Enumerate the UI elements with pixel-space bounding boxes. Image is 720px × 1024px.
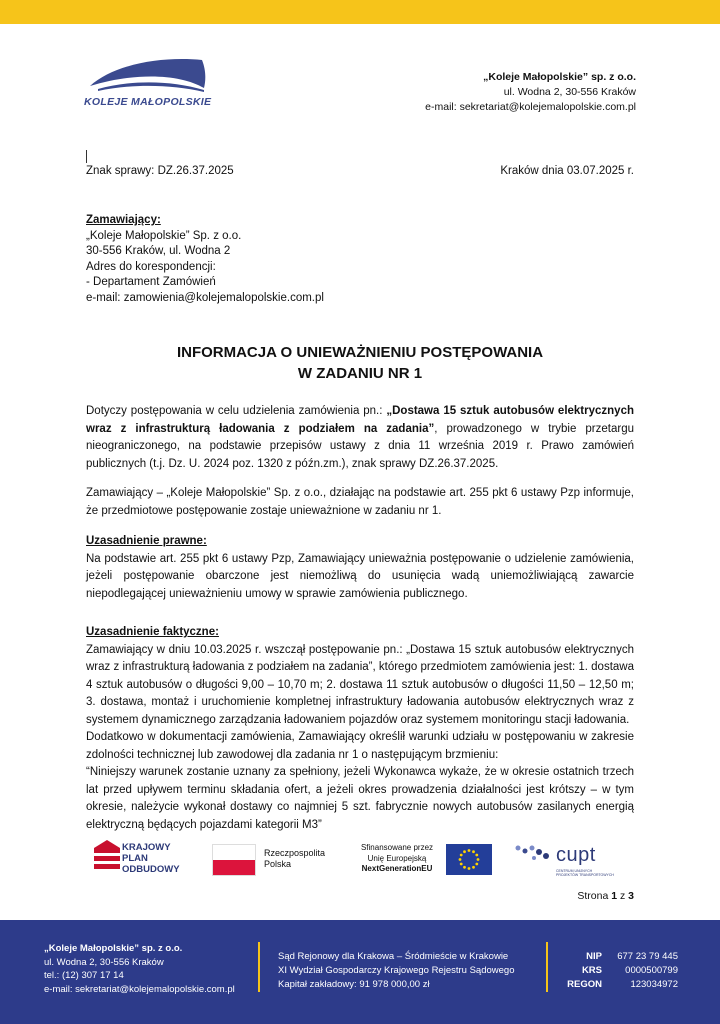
legal-text: Na podstawie art. 255 pkt 6 ustawy Pzp, Zamawiający unieważnia postępowanie o udzielenie zamówienia, jeżeli postępowanie obarczone jest niemożliwą do usunięcia wadą uniemożliwiającą zawarcie niepodlegającej unieważnieniu umowy w sprawie zamówienia publicznego. [86,552,634,600]
buyer-line: e-mail: zamowienia@kolejemalopolskie.com.pl [86,291,324,304]
kpo-text [122,842,180,875]
logo-mark-icon [84,52,210,94]
document-date: Kraków dnia 03.07.2025 r. [500,165,634,177]
footer-court-line: Sąd Rejonowy dla Krakowa – Śródmieście w Krakowie [278,951,509,962]
header-address: ul. Wodna 2, 30-556 Kraków [503,86,636,98]
page-number [577,890,634,902]
footer-company [44,942,235,996]
footer-id-value: 0000500799 [625,965,678,976]
footer-phone: tel.: (12) 307 17 14 [44,970,124,981]
funding-logos [94,840,634,880]
kpo-line: KRAJOWY [122,842,171,853]
title-line-1: INFORMACJA O UNIEWAŻNIENIU POSTĘPOWANIA [176,344,544,361]
rp-line: Rzeczpospolita [264,848,326,858]
eu-line: Sfinansowane przez [360,843,434,852]
factual-paragraph-1: Zamawiający w dniu 10.03.2025 r. wszczął postępowanie pn.: „Dostawa 15 sztuk autobusów elektrycznych wraz z infrastrukturą ładowania z podziałem na zadania”, którego przedmiotem zamówienia jest: 1. dostawa 4 sztuk autobusów o długości 9,00 – 10,70 m; 2. dostawa 11 sztuk autobusów o długości 11,50 – 12,50 m; 3. dostawa, montaż i uruchomienie kompletnej infrastruktury ładowania autobusów elektrycznych wraz z systemem dynamicznego zarządzania ładowaniem pojazdów oraz systemem monitoringu stacji ładowania. [86,643,634,726]
rp-text [264,848,325,870]
footer-capital: Kapitał zakładowy: 91 978 000,00 zł [278,979,430,990]
buyer-line: - Departament Zamówień [86,276,216,288]
kpo-logo [94,840,180,879]
logo-text: KOLEJE MAŁOPOLSKIE [84,96,212,108]
eu-line: Unię Europejską [367,853,427,863]
text-cursor [86,150,87,163]
cupt-sub-line: CENTRUM UNIJNYCH [556,869,593,873]
cupt-sub-line: PROJEKTÓW TRANSPORTOWYCH [556,873,614,877]
footer-court [278,950,514,992]
footer-court-line: XI Wydział Gospodarczy Krajowego Rejestru Sądowego [278,965,515,976]
cupt-subtitle [556,869,614,877]
buyer-line: 30-556 Kraków, ul. Wodna 2 [86,245,231,257]
footer-id-key: NIP [586,951,602,962]
title-line-2: W ZADANIU NR 1 [297,365,423,382]
intro-tender-name: „Dostawa 15 sztuk autobusów elektrycznych wraz z infrastrukturą ładowania z podziałem na zadania” [86,405,634,435]
buyer-heading: Zamawiający: [86,214,161,226]
footer-id-row [566,964,678,978]
intro-text-a: Dotyczy postępowania w celu udzielenia zamówienia pn.: [86,405,387,417]
footer-divider [258,942,260,992]
document-title [0,342,720,384]
footer-address: ul. Wodna 2, 30-556 Kraków [44,956,164,968]
footer-id-row [566,978,678,992]
footer-id-value: 677 23 79 445 [617,951,678,962]
page-label: Strona [577,890,612,902]
footer-ids [566,950,678,992]
legal-section [86,533,634,603]
page-total: 3 [628,890,634,902]
notice-paragraph: Zamawiający – „Koleje Małopolskie” Sp. z o.o., działając na podstawie art. 255 pkt 6 ustawy Pzp informuje, że przedmiotowe postępowanie zostaje unieważnione w zadaniu nr 1. [86,487,634,517]
footer [0,920,720,1024]
footer-email: e-mail: sekretariat@kolejemalopolskie.com.pl [44,983,235,995]
factual-paragraph-2: Dodatkowo w dokumentacji zamówienia, Zamawiający określił warunki udziału w postępowaniu w zakresie zdolności technicznej lub zawodowej dla zadania nr 1 o następującym brzmieniu: [86,731,634,761]
case-reference: Znak sprawy: DZ.26.37.2025 [86,165,234,177]
header-email: e-mail: sekretariat@kolejemalopolskie.com.pl [425,101,636,113]
header-company-name: „Koleje Małopolskie” sp. z o.o. [483,71,636,83]
footer-id-value: 123034972 [630,979,678,990]
cupt-icon [512,842,552,868]
header-company-info [425,70,636,115]
polish-flag-icon [212,844,256,876]
eu-flag-icon [446,844,492,875]
kpo-line: PLAN [122,853,148,864]
kpo-icon [94,840,120,874]
factual-paragraph-3: “Niniejszy warunek zostanie uznany za spełniony, jeżeli Wykonawca wykaże, że w okresie ostatnich trzech lat przed upływem terminu składania ofert, a jeżeli okres prowadzenia działalności jest krótszy – w tym okresie, należycie wykonał dostawy co najmniej 5 szt. fabrycznie nowych autobusów zasilanych energią elektryczną będących pojazdami kategorii M3” [86,766,634,831]
top-yellow-bar [0,0,720,24]
intro-paragraph [86,403,634,473]
footer-company-name: „Koleje Małopolskie” sp. z o.o. [44,943,183,954]
factual-heading: Uzasadnienie faktyczne: [86,626,219,638]
footer-id-key: KRS [581,965,602,976]
page-sep: z [617,890,629,902]
eu-text [352,843,442,875]
footer-id-key: REGON [567,979,602,990]
rp-line: Polska [264,859,292,869]
intro-text-c: , prowadzonego w trybie przetargu nieograniczonego, na podstawie przepisów ustawy z dnia 11 września 2019 r. Prawo zamówień publicznych (t.j. Dz. U. 2024 poz. 1320 z późn.zm.), znak sprawy DZ.26.37.2025. [86,422,634,470]
legal-heading: Uzasadnienie prawne: [86,535,207,547]
buyer-line: „Koleje Małopolskie” Sp. z o.o. [86,229,242,242]
eu-line: NextGenerationEU [361,864,433,873]
factual-section [86,624,634,834]
footer-id-row [566,950,678,964]
cupt-logo [512,842,614,877]
koleje-malopolskie-logo [84,52,210,112]
buyer-line: Adres do korespondencji: [86,260,216,273]
buyer-block [86,213,324,306]
cupt-wordmark: cupt [556,844,596,866]
footer-divider [546,942,548,992]
kpo-line: ODBUDOWY [122,864,180,875]
page-current: 1 [611,890,618,902]
